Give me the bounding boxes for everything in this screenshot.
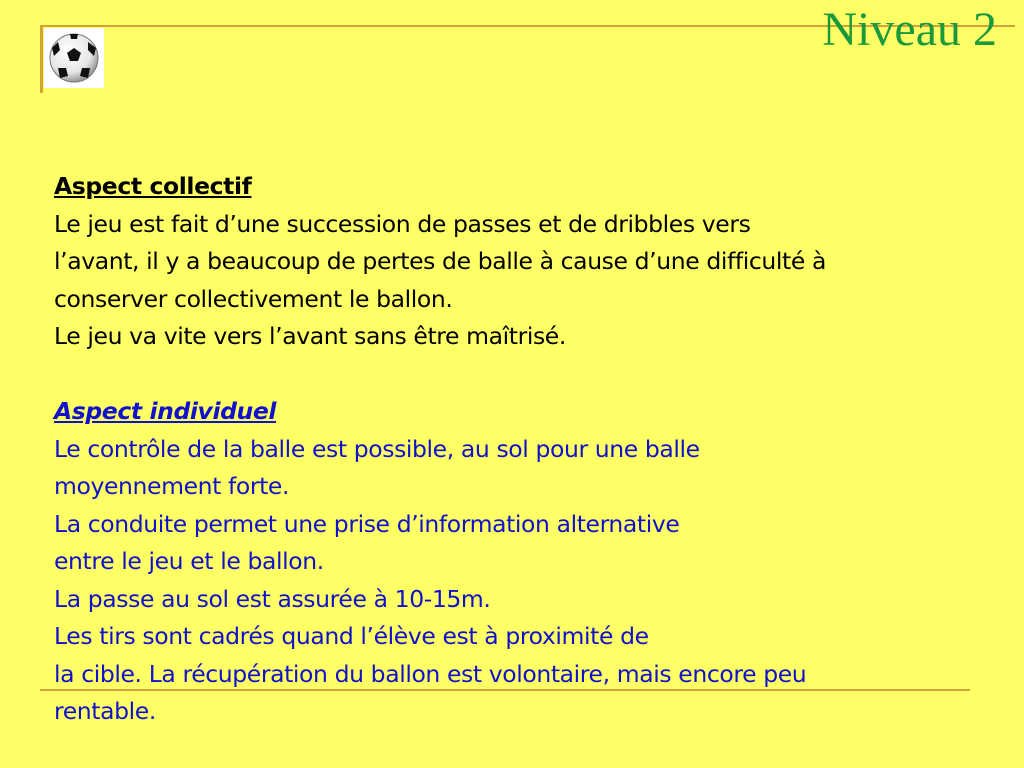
collectif-line: Le jeu va vite vers l’avant sans être maîtrisé. xyxy=(54,322,566,350)
slide-content xyxy=(54,168,994,731)
collectif-line: l’avant, il y a beaucoup de pertes de balle à cause d’une difficulté à xyxy=(54,247,826,275)
heading-individuel: Aspect individuel xyxy=(54,397,277,425)
left-rule xyxy=(40,25,43,93)
section-collectif xyxy=(54,168,994,356)
bottom-rule xyxy=(40,689,970,691)
heading-collectif: Aspect collectif xyxy=(54,172,252,200)
soccer-ball-icon xyxy=(44,28,104,88)
collectif-line: Le jeu est fait d’une succession de passes et de dribbles vers xyxy=(54,209,751,238)
individuel-line: moyennement forte. xyxy=(54,472,290,500)
individuel-line: la cible. La récupération du ballon est volontaire, mais encore peu xyxy=(54,659,807,688)
collectif-line: conserver collectivement le ballon. xyxy=(54,284,453,313)
slide-title: Niveau 2 xyxy=(822,3,997,56)
individuel-line: La conduite permet une prise d’information alternative xyxy=(54,509,680,538)
section-individuel xyxy=(54,393,994,731)
individuel-line: entre le jeu et le ballon. xyxy=(54,547,324,575)
individuel-line: Les tirs sont cadrés quand l’élève est à proximité de xyxy=(54,622,649,650)
individuel-line: rentable. xyxy=(54,697,156,725)
individuel-line: La passe au sol est assurée à 10-15m. xyxy=(54,584,491,613)
individuel-line: Le contrôle de la balle est possible, au sol pour une balle xyxy=(54,434,700,463)
